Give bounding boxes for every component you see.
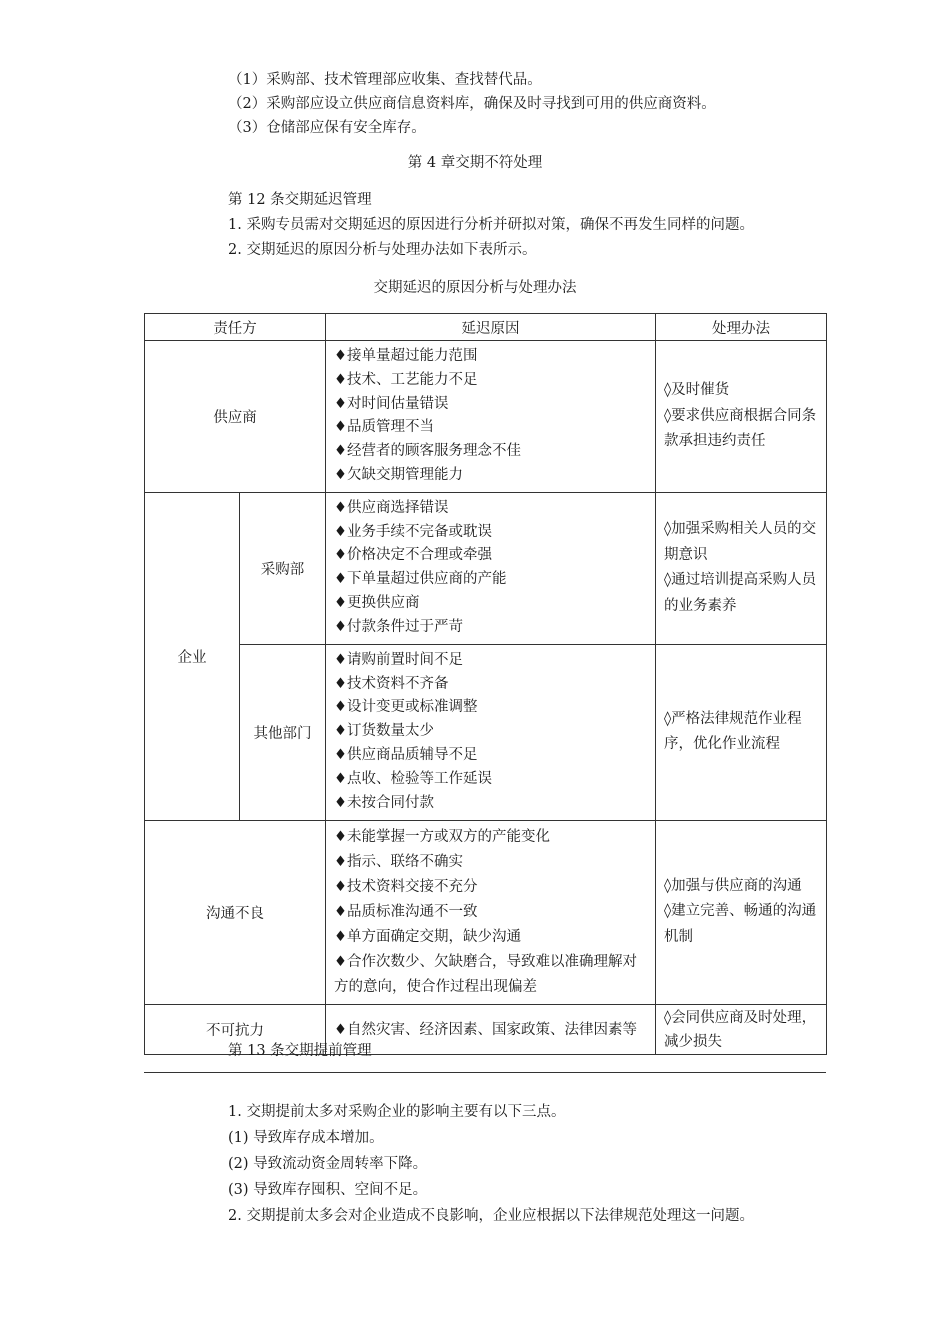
- reason-item: ♦技术、工艺能力不足: [334, 371, 478, 388]
- table-caption: 交期延迟的原因分析与处理办法: [373, 280, 577, 296]
- reason-item: ♦欠缺交期管理能力: [334, 466, 463, 483]
- party-supplier: 供应商: [145, 341, 326, 493]
- solution-item: ◊通过培训提高采购人员的业务素养: [664, 572, 817, 614]
- party-purchasing: 采购部: [240, 492, 326, 644]
- reason-item: ♦更换供应商: [334, 594, 420, 611]
- reason-item: ♦经营者的顾客服务理念不佳: [334, 443, 521, 460]
- reason-item: ♦点收、检验等工作延误: [334, 770, 492, 787]
- solution-item: ◊加强与供应商的沟通: [664, 877, 802, 894]
- reason-item: ♦价格决定不合理或牵强: [334, 547, 492, 564]
- reason-item: ♦付款条件过于严苛: [334, 618, 463, 635]
- reason-item: ♦技术资料交接不充分: [334, 878, 478, 895]
- reason-item: ♦设计变更或标准调整: [334, 699, 478, 716]
- header-reason: 延迟原因: [326, 314, 656, 341]
- article-13-line-1: 1. 交期提前太多对采购企业的影响主要有以下三点。: [228, 1104, 566, 1120]
- solution-item: ◊严格法律规范作业程序，优化作业流程: [664, 710, 802, 753]
- solutions-other-departments: [656, 644, 827, 820]
- solutions-force-majeure: [656, 1004, 827, 1054]
- reason-item: ♦单方面确定交期，缺少沟通: [334, 928, 521, 945]
- reason-item: ♦品质管理不当: [334, 419, 434, 436]
- solutions-supplier: [656, 341, 827, 493]
- reason-item: ♦对时间估量错误: [334, 395, 449, 412]
- reason-item: ♦指示、联络不确实: [334, 853, 463, 870]
- intro-line-1: （1）采购部、技术管理部应收集、查找替代品。: [228, 72, 542, 88]
- reason-item: ♦请购前置时间不足: [334, 651, 463, 668]
- reasons-force-majeure: [326, 1004, 656, 1054]
- solutions-purchasing: [656, 492, 827, 644]
- article-12-paragraph-2: 2. 交期延迟的原因分析与处理办法如下表所示。: [228, 242, 537, 258]
- party-communication: 沟通不良: [145, 820, 326, 1004]
- article-13-line-5: 2. 交期提前太多会对企业造成不良影响，企业应根据以下法律规范处理这一问题。: [228, 1208, 754, 1224]
- reason-item: ♦下单量超过供应商的产能: [334, 571, 507, 588]
- article-12-title: 第 12 条交期延迟管理: [228, 192, 372, 208]
- table-header-row: [145, 314, 827, 341]
- article-13-title: 第 13 条交期提前管理: [228, 1043, 372, 1059]
- party-force-majeure: 不可抗力: [145, 1004, 326, 1054]
- header-party: 责任方: [145, 314, 326, 341]
- reason-item: ♦自然灾害、经济因素、国家政策、法律因素等: [334, 1021, 637, 1038]
- solutions-communication: [656, 820, 827, 1004]
- reason-item: ♦技术资料不齐备: [334, 675, 449, 692]
- article-13-line-3: (2) 导致流动资金周转率下降。: [228, 1156, 428, 1172]
- solution-item: ◊会同供应商及时处理，减少损失: [664, 1009, 817, 1050]
- reasons-other-departments: [326, 644, 656, 820]
- article-12-paragraph-1: 1. 采购专员需对交期延迟的原因进行分析并研拟对策，确保不再发生同样的问题。: [228, 217, 754, 233]
- party-enterprise: 企业: [145, 492, 240, 820]
- reasons-purchasing: [326, 492, 656, 644]
- table-row-purchasing: [145, 492, 827, 644]
- table-row-other-departments: [145, 644, 827, 820]
- chapter-title: 第 4 章交期不符处理: [407, 155, 543, 171]
- reason-item: ♦未能掌握一方或双方的产能变化: [334, 828, 550, 845]
- header-solution: 处理办法: [656, 314, 827, 341]
- reasons-supplier: [326, 341, 656, 493]
- page-divider: [144, 1072, 826, 1073]
- reason-item: ♦未按合同付款: [334, 794, 434, 811]
- reason-item: ♦订货数量太少: [334, 723, 434, 740]
- table-row-communication: [145, 820, 827, 1004]
- reason-item: ♦供应商选择错误: [334, 499, 449, 516]
- reason-item: ♦合作次数少、欠缺磨合，导致难以准确理解对方的意向，使合作过程出现偏差: [334, 953, 637, 995]
- intro-line-3: （3）仓储部应保有安全库存。: [228, 120, 426, 136]
- delay-analysis-table: [144, 313, 827, 1055]
- reason-item: ♦品质标准沟通不一致: [334, 903, 478, 920]
- table-row-supplier: [145, 341, 827, 493]
- reasons-communication: [326, 820, 656, 1004]
- article-13-line-2: (1) 导致库存成本增加。: [228, 1130, 384, 1146]
- article-13-line-4: (3) 导致库存囤积、空间不足。: [228, 1182, 428, 1198]
- reason-item: ♦供应商品质辅导不足: [334, 746, 478, 763]
- solution-item: ◊加强采购相关人员的交期意识: [664, 521, 817, 563]
- reason-item: ♦业务手续不完备或耽误: [334, 523, 492, 540]
- solution-item: ◊要求供应商根据合同条款承担违约责任: [664, 407, 817, 450]
- solution-item: ◊及时催货: [664, 382, 730, 399]
- solution-item: ◊建立完善、畅通的沟通机制: [664, 903, 817, 945]
- intro-line-2: （2）采购部应设立供应商信息资料库，确保及时寻找到可用的供应商资料。: [228, 96, 716, 112]
- reason-item: ♦接单量超过能力范围: [334, 348, 478, 364]
- party-other-departments: 其他部门: [240, 644, 326, 820]
